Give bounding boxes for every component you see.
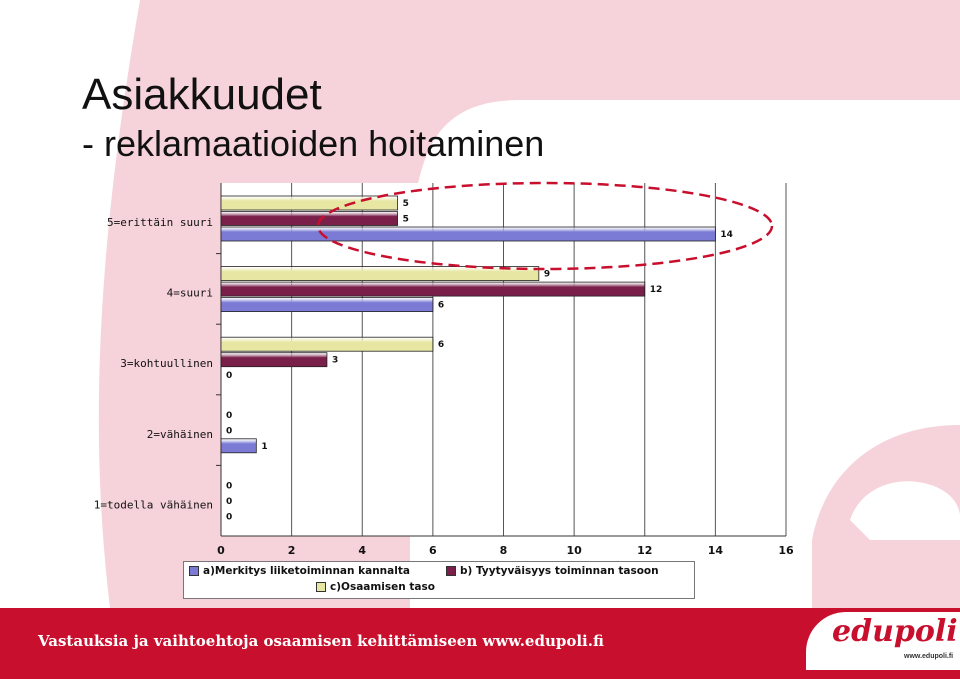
x-tick-label: 6 [429,544,437,557]
edupoli-logo [806,612,960,670]
legend-swatch-c [316,582,326,592]
x-tick-label: 14 [707,544,724,557]
x-tick-label: 8 [499,544,508,557]
x-tick-label: 4 [358,544,367,557]
bar-b [221,212,398,226]
bar-a [221,298,433,312]
category-label: 5=erittäin suuri [107,216,213,229]
logo-wordmark: edupoli [832,614,958,649]
data-label-b: 12 [649,285,663,296]
bar-a [221,227,715,241]
data-label-c: 9 [543,269,551,280]
bar-b [221,353,327,367]
data-label-c: 5 [402,199,409,209]
data-label-b: 0 [226,426,233,437]
chart-legend [183,561,695,599]
data-label-b: 3 [331,355,339,366]
slide-title: Asiakkuudet [82,70,322,119]
data-label-a: 14 [720,230,733,240]
category-label: 1=todella vähäinen [93,498,213,512]
data-label-a: 6 [437,300,445,311]
category-label: 3=kohtuullinen [120,357,213,371]
footer-bar [0,608,960,679]
x-tick-label: 0 [217,544,225,557]
data-label-b: 0 [226,496,233,507]
x-tick-label: 16 [778,544,794,557]
footer-tagline: Vastauksia ja vaihtoehtoja osaamisen kehittämiseen www.edupoli.fi [38,632,604,650]
legend-label-c: c)Osaamisen taso [330,581,435,593]
bar-c [221,337,433,351]
legend-swatch-a [189,566,199,576]
data-label-b: 5 [402,214,409,225]
slide-subtitle: - reklamaatioiden hoitaminen [82,123,545,164]
data-label-a: 0 [226,512,233,523]
x-tick-label: 2 [287,544,296,557]
x-tick-label: 10 [566,544,582,557]
legend-swatch-b [446,566,456,576]
logo-url: www.edupoli.fi [904,653,954,660]
bar-a [221,439,256,453]
legend-label-b: b) Tyytyväisyys toiminnan tasoon [460,565,659,577]
data-label-a: 0 [226,371,233,382]
bar-b [221,282,645,296]
category-label: 4=suuri [166,286,213,300]
legend-item-a [189,565,410,577]
legend-item-b [446,565,659,577]
category-label: 2=vähäinen [146,427,213,441]
data-label-c: 0 [226,481,233,492]
data-label-c: 6 [437,340,445,351]
data-label-a: 1 [261,441,268,452]
legend-item-c [316,581,435,593]
x-tick-label: 12 [637,544,653,557]
data-label-c: 0 [226,410,233,421]
legend-label-a: a)Merkitys liiketoiminnan kannalta [203,565,410,577]
